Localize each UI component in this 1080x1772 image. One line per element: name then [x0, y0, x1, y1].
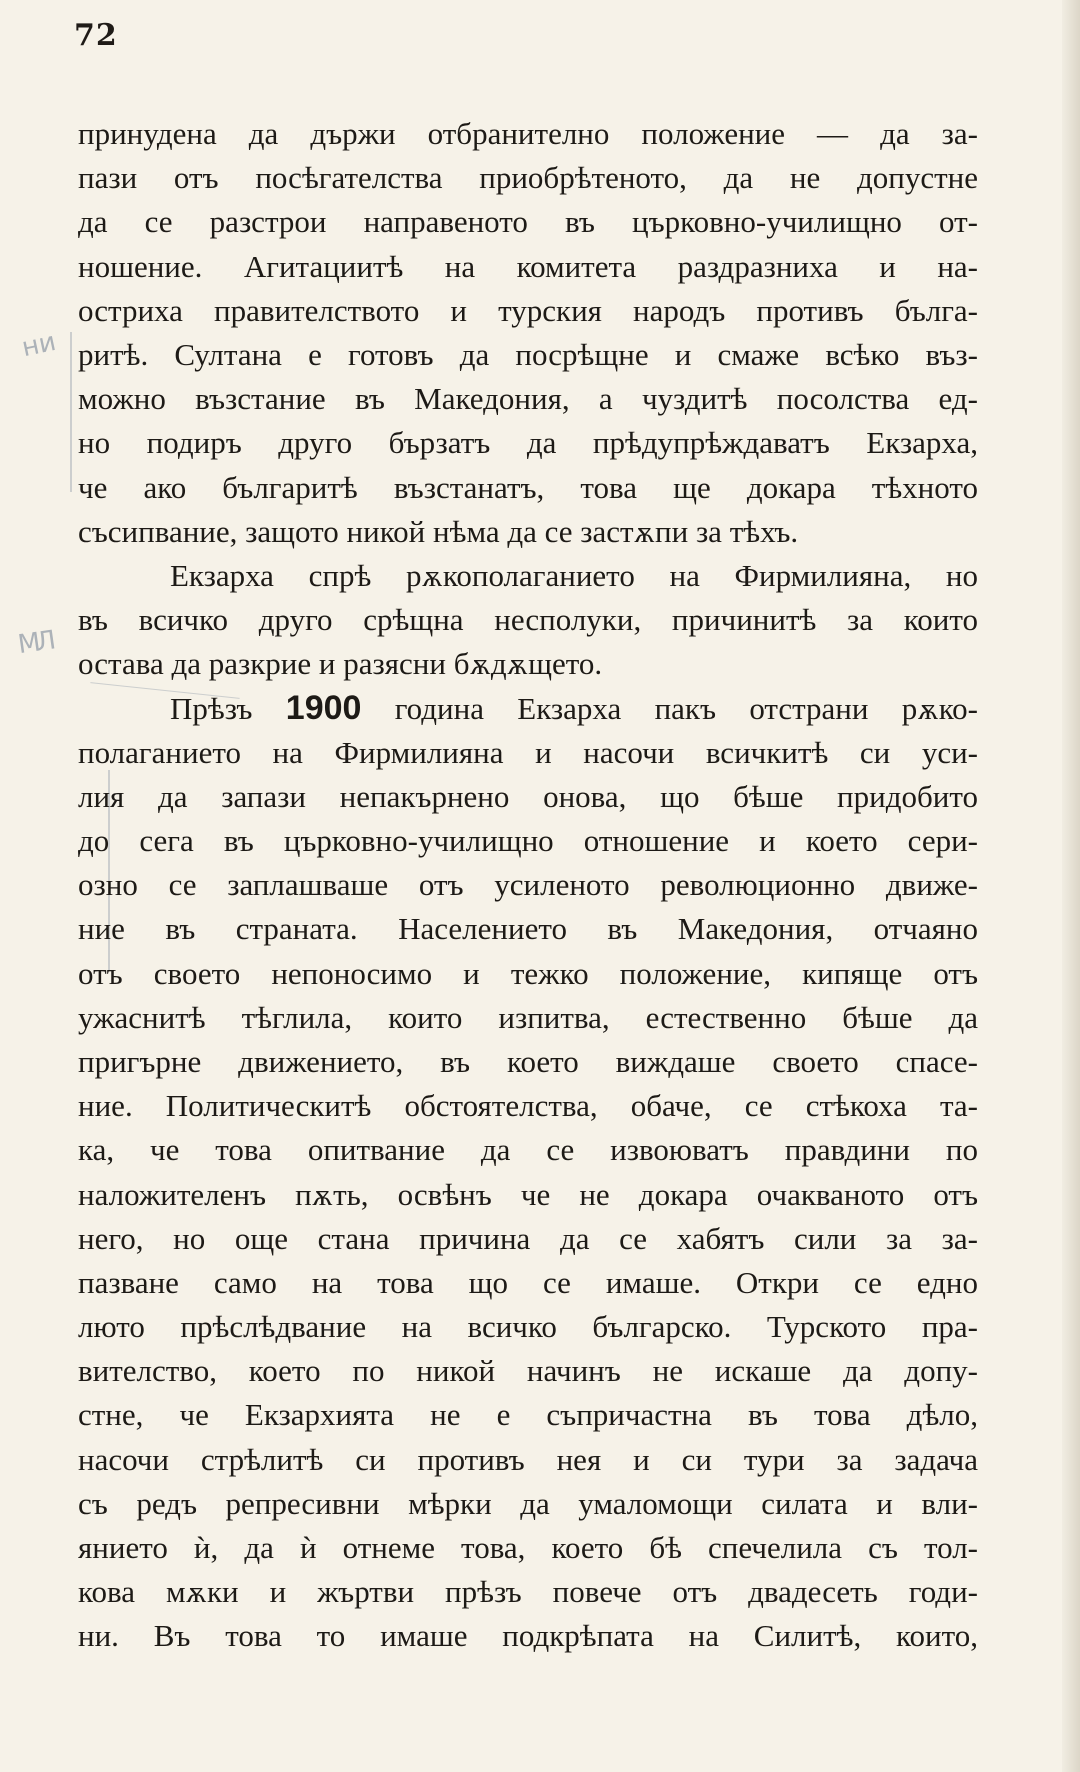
- text-line-with-year: [78, 686, 978, 730]
- text-line: ношение. Агитациитѣ на комитета раздразниха и на-: [78, 248, 978, 284]
- text-line: да се разстрои направеното въ църковно-училищно от-: [78, 204, 978, 240]
- text-fragment: Прѣзъ: [170, 691, 253, 727]
- text-line: насочи стрѣлитѣ си противъ нея и си тури за задача: [78, 1441, 978, 1477]
- text-line: пригърне движението, въ което виждаше своето спасе-: [78, 1043, 978, 1079]
- text-line: но подиръ друго бързатъ да прѣдупрѣждаватъ Екзарха,: [78, 425, 978, 461]
- text-line: вителство, което по никой начинъ не искаше да допу-: [78, 1353, 978, 1389]
- text-line: ние въ страната. Населението въ Македония, отчаяно: [78, 911, 978, 947]
- text-line: ужаснитѣ тѣглила, които изпитва, естественно бѣше да: [78, 999, 978, 1035]
- text-line: стне, че Екзархията не е съпричастна въ това дѣло,: [78, 1397, 978, 1433]
- text-line: пазване само на това що се имаше. Откри се едно: [78, 1264, 978, 1300]
- text-line: ка, че това опитвание да се извоюватъ правдини по: [78, 1132, 978, 1168]
- margin-pencil-mark: МЛ: [16, 625, 54, 661]
- text-line: лия да запази непакърнено онова, що бѣше придобито: [78, 778, 978, 814]
- text-line: до сега въ църковно-училищно отношение и което сери-: [78, 823, 978, 858]
- text-line: отъ своето непоносимо и тежко положение, кипяще отъ: [78, 955, 978, 991]
- text-line: пази отъ посѣгателства приобрѣтеното, да не допустне: [78, 160, 978, 196]
- text-line: че ако българитѣ възстанатъ, това ще докара тѣхното: [78, 469, 978, 505]
- text-line: Екзарха спрѣ рѫкополаганието на Фирмилияна, но: [170, 557, 978, 593]
- text-line: съ редъ репресивни мѣрки да умаломощи силата и вли-: [78, 1485, 978, 1521]
- text-line: люто прѣслѣдвание на всичко българско. Турското пра-: [78, 1309, 978, 1345]
- text-line: остава да разкрие и разясни бѫдѫщето.: [78, 646, 603, 682]
- margin-pencil-mark: ни: [19, 326, 59, 364]
- text-line: него, но още стана причина да се хабятъ сили за за-: [78, 1220, 978, 1256]
- text-line: ритѣ. Султана е готовъ да посрѣщне и смаже всѣко въз-: [78, 336, 978, 372]
- text-line: янието ѝ, да ѝ отнеме това, което бѣ спечелила съ тол-: [78, 1530, 978, 1565]
- text-line: ни. Въ това то имаше подкрѣпата на Силитѣ, които,: [78, 1618, 978, 1654]
- body-text: [78, 112, 978, 1659]
- text-line: можно възстание въ Македония, а чуздитѣ посолства ед-: [78, 381, 978, 417]
- text-fragment: година Екзарха пакъ отстрани рѫко-: [394, 691, 978, 727]
- text-line: кова мѫки и жъртви прѣзъ повече отъ двадесеть годи-: [78, 1574, 978, 1610]
- text-line: остриха правителството и турския народъ противъ бълга-: [78, 292, 978, 328]
- text-line: съсипвание, защото никой нѣма да се застѫпи за тѣхъ.: [78, 513, 799, 549]
- text-line: озно се заплашваше отъ усиленото революционно движе-: [78, 867, 978, 903]
- year-1900: 1900: [285, 689, 362, 728]
- text-line: ние. Политическитѣ обстоятелства, обаче, се стѣкоха та-: [78, 1088, 978, 1124]
- page-number: 72: [74, 18, 118, 53]
- text-line: принудена да държи отбранително положение — да за-: [78, 116, 978, 151]
- text-line: наложителенъ пѫть, освѣнъ че не докара очакваното отъ: [78, 1176, 978, 1212]
- text-line: въ всичко друго срѣщна несполуки, причинитѣ за които: [78, 602, 978, 638]
- margin-pencil-line: [70, 332, 72, 492]
- page-edge-shadow: [1062, 0, 1080, 1772]
- text-line: полаганието на Фирмилияна и насочи всичкитѣ си уси-: [78, 734, 978, 770]
